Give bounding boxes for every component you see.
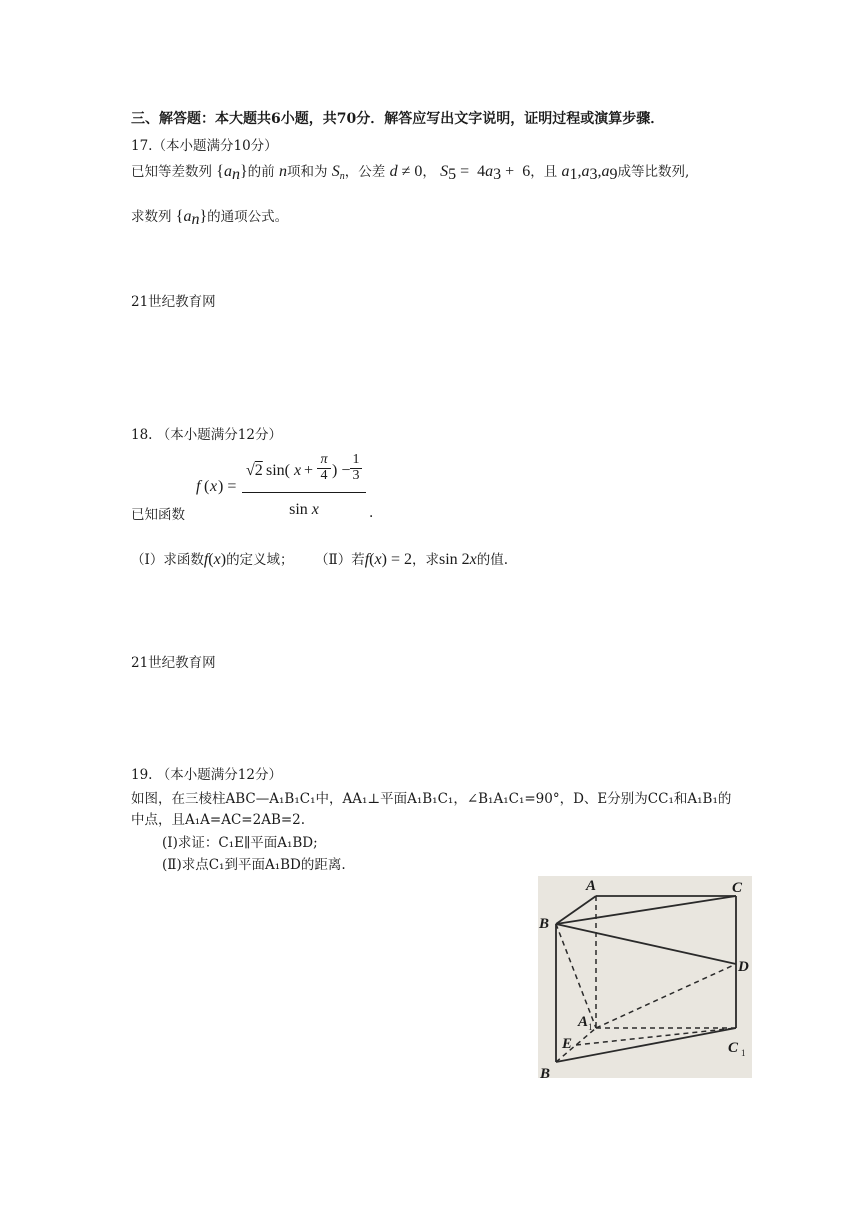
math-sin2x: sin 2 (438, 551, 470, 568)
q18-parts: （Ⅰ）求函数f(x)的定义域； （Ⅱ）若f(x) = 2，求sin 2x的值. (131, 551, 509, 568)
label-a1-sub: 1 (588, 1022, 593, 1032)
edge-ba (556, 896, 596, 924)
q18-function-formula: f ( x ) = √2 sin( x + π 4 ) − 1 3 sin x (196, 456, 386, 520)
q17-text: 的前 (247, 164, 275, 180)
q17-text: 的通项公式。 (207, 209, 289, 225)
q17-text: ， (422, 164, 436, 180)
label-c1: C (728, 1040, 739, 1056)
prism-diagram (538, 876, 752, 1078)
q17-text: 已知等差数列 (131, 164, 212, 180)
q17-text: ，公差 (344, 164, 386, 180)
label-b: B (539, 916, 550, 932)
math-d-neq-0: d (389, 163, 398, 180)
edge-a1d (596, 964, 736, 1028)
edge-b1c1 (556, 1028, 736, 1062)
edge-bc (556, 896, 736, 924)
q18-score: （本小题满分12分） (156, 427, 282, 443)
q19-part2: (Ⅱ)求点C₁到平面A₁BD的距离. (162, 857, 346, 873)
math-n: n (278, 163, 287, 180)
label-e: E (562, 1036, 573, 1052)
math-fx-eq-2: f (364, 551, 370, 568)
q17-line1: 已知等差数列 $\{a_n\}$的前 n项和为 $S_n$，公差 d ≠ 0， $S_5 = 4a_3 + 6$，且 $a_1,a_3,a_9$成等比数列, (131, 163, 690, 183)
q17-line2 (131, 205, 288, 229)
q18-part1-text: （Ⅰ）求函数 (131, 552, 204, 568)
watermark: 21世纪教育网 (131, 655, 216, 671)
edge-bd (556, 924, 736, 964)
math-seq-an: $\{a_n\}$ (216, 163, 248, 183)
label-c1-sub: 1 (741, 1048, 746, 1058)
math-sn: $S_n$ (331, 163, 345, 182)
label-d: D (738, 959, 749, 975)
math-seq-an: $\{a_n\}$ (175, 208, 208, 228)
q19-header (131, 763, 282, 783)
q18-part2-text: 的值. (476, 552, 509, 568)
q17-text: 项和为 (286, 164, 328, 180)
q19-line2: 中点，且A₁A=AC=2AB=2. (131, 812, 306, 828)
label-a: A (586, 878, 597, 894)
q18-period: . (369, 505, 374, 521)
q17-header (131, 134, 278, 154)
q18-part2-text: ，求 (411, 552, 439, 568)
label-a1: A (578, 1014, 589, 1030)
q19-line1: 如图，在三棱柱ABC—A₁B₁C₁中，AA₁⊥平面A₁B₁C₁，∠B₁A₁C₁=90°，D、E分别为CC₁和A₁B₁的 (131, 791, 732, 807)
q17-text: 成等比数列, (617, 164, 690, 180)
prism-figure (538, 876, 752, 1078)
section-heading: 三、解答题：本大题共6小题，共70分．解答应写出文字说明，证明过程或演算步骤． (131, 111, 665, 127)
label-c: C (732, 880, 743, 896)
watermark: 21世纪教育网 (131, 294, 216, 310)
edge-ba1 (556, 924, 596, 1028)
q18-number: 18. (131, 427, 153, 443)
math-a1-a3-a9: a (561, 163, 570, 180)
q19-score: （本小题满分12分） (156, 767, 282, 783)
q19-number: 19. (131, 767, 153, 783)
q18-part2-text: （Ⅱ）若 (315, 552, 365, 568)
math-fx: f (203, 551, 209, 568)
q18-part1-text: 的定义域； (226, 552, 294, 568)
q19-part1: (Ⅰ)求证：C₁E∥平面A₁BD; (162, 835, 318, 851)
q17-text: 求数列 (131, 209, 172, 225)
math-s5-eq: S (440, 163, 449, 180)
label-b1: B (540, 1066, 551, 1078)
q17-text: ，且 (530, 164, 558, 180)
q17-number: 17. (131, 138, 153, 154)
q18-intro: 已知函数 (131, 507, 185, 523)
q17-score: （本小题满分10分） (152, 138, 278, 154)
q18-header (131, 423, 282, 443)
